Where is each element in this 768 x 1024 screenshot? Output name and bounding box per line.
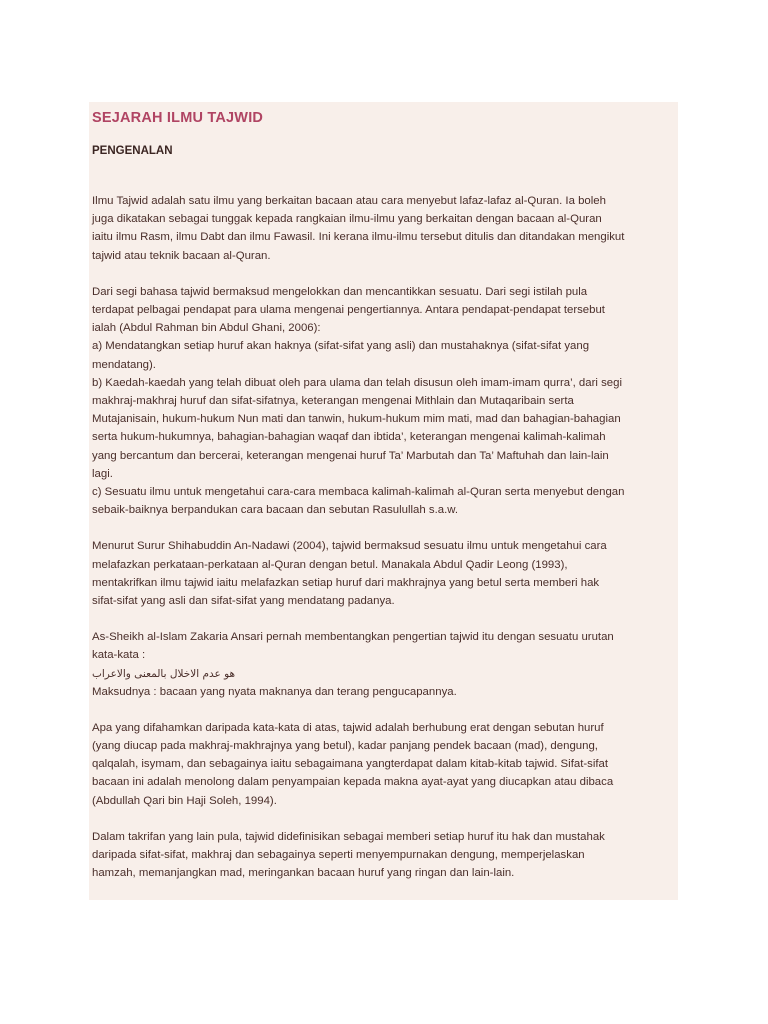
text-line: melafazkan perkataan-perkataan al-Quran dengan betul. Manakala Abdul Qadir Leong (1993), [92,558,568,571]
document-panel [89,102,678,900]
text-line: daripada sifat-sifat, makhraj dan sebagainya seperti menyempurnakan dengung, memperjelaskan [92,849,585,862]
text-line: Apa yang difahamkan daripada kata-kata di atas, tajwid adalah berhubung erat dengan sebutan huruf [92,721,604,734]
paragraph-explanation [92,719,675,810]
paragraph-zakaria [92,628,675,701]
text-line: (Abdullah Qari bin Haji Soleh, 1994). [92,794,277,807]
paragraph-definitions [92,283,675,520]
arabic-quote: هو عدم الاخلال بالمعنى والاعراب [92,667,236,680]
text-line: tajwid atau teknik bacaan al-Quran. [92,249,271,262]
text-line: Dari segi bahasa tajwid bermaksud mengelokkan dan mencantikkan sesuatu. Dari segi istilah pula [92,285,588,298]
text-line: c) Sesuatu ilmu untuk mengetahui cara-cara membaca kalimah-kalimah al-Quran serta menyebut dengan [92,486,625,499]
arabic-meaning: Maksudnya : bacaan yang nyata maknanya dan terang pengucapannya. [92,685,457,698]
text-line: As-Sheikh al-Islam Zakaria Ansari pernah membentangkan pengertian tajwid itu dengan sesuatu urutan [92,631,614,644]
section-heading: PENGENALAN [92,145,173,157]
text-line: qalqalah, isymam, dan sebagainya iaitu sebagaimana yangterdapat dalam kitab-kitab tajwid. Sifat-sifat [92,758,609,771]
page-title: SEJARAH ILMU TAJWID [92,110,264,126]
text-line: mentakrifkan ilmu tajwid iaitu melafazkan setiap huruf dari makhrajnya yang betul serta memberi hak [92,576,600,589]
text-line: mendatang). [92,358,156,371]
text-line: (yang diucap pada makhraj-makhrajnya yang betul), kadar panjang pendek bacaan (mad), dengung, [92,740,598,753]
text-line: iaitu ilmu Rasm, ilmu Dabt dan ilmu Fawasil. Ini kerana ilmu-ilmu tersebut ditulis dan ditandakan mengikut [92,231,625,244]
text-line: terdapat pelbagai pendapat para ulama mengenai pengertiannya. Antara pendapat-pendapat tersebut [92,304,605,317]
text-line: bacaan ini adalah menolong dalam penyampaian kepada makna ayat-ayat yang diucapkan atau dibaca [92,776,614,789]
text-line: juga dikatakan sebagai tunggak kepada rangkaian ilmu-ilmu yang berkaitan dengan bacaan al-Quran [92,213,602,226]
paragraph-intro [92,192,675,265]
text-line: b) Kaedah-kaedah yang telah dibuat oleh para ulama dan telah disusun oleh imam-imam qurra’, dari segi [92,376,622,389]
text-line: a) Mendatangkan setiap huruf akan haknya (sifat-sifat yang asli) dan mustahaknya (sifat-sifat yang [92,340,590,353]
text-line: yang bercantum dan bercerai, keterangan mengenai huruf Ta’ Marbutah dan Ta’ Maftuhah dan lain-lain [92,449,609,462]
text-line: Dalam takrifan yang lain pula, tajwid didefinisikan sebagai memberi setiap huruf itu hak dan mustahak [92,830,605,843]
text-line: sebaik-baiknya berpandukan cara bacaan dan sebutan Rasulullah s.a.w. [92,504,459,517]
text-line: sifat-sifat yang asli dan sifat-sifat yang mendatang padanya. [92,595,395,608]
text-line: hamzah, memanjangkan mad, meringankan bacaan huruf yang ringan dan lain-lain. [92,867,515,880]
text-line: makhraj-makhraj huruf dan sifat-sifatnya, keterangan mengenai Mithlain dan Mutaqaribain serta [92,395,574,408]
paragraph-other-definition [92,828,675,883]
paragraph-nadawi [92,537,675,610]
text-line: ialah (Abdul Rahman bin Abdul Ghani, 2006): [92,322,321,335]
text-line: kata-kata : [92,649,146,662]
text-line: Menurut Surur Shihabuddin An-Nadawi (2004), tajwid bermaksud sesuatu ilmu untuk mengetahui cara [92,540,607,553]
text-line: serta hukum-hukumnya, bahagian-bahagian waqaf dan ibtida’, keterangan mengenai kalimah-kalimah [92,431,606,444]
text-line: Ilmu Tajwid adalah satu ilmu yang berkaitan bacaan atau cara menyebut lafaz-lafaz al-Quran. Ia boleh [92,195,606,207]
text-line: lagi. [92,467,113,480]
text-line: Mutajanisain, hukum-hukum Nun mati dan tanwin, hukum-hukum mim mati, mad dan bahagian-bahagian [92,413,621,426]
